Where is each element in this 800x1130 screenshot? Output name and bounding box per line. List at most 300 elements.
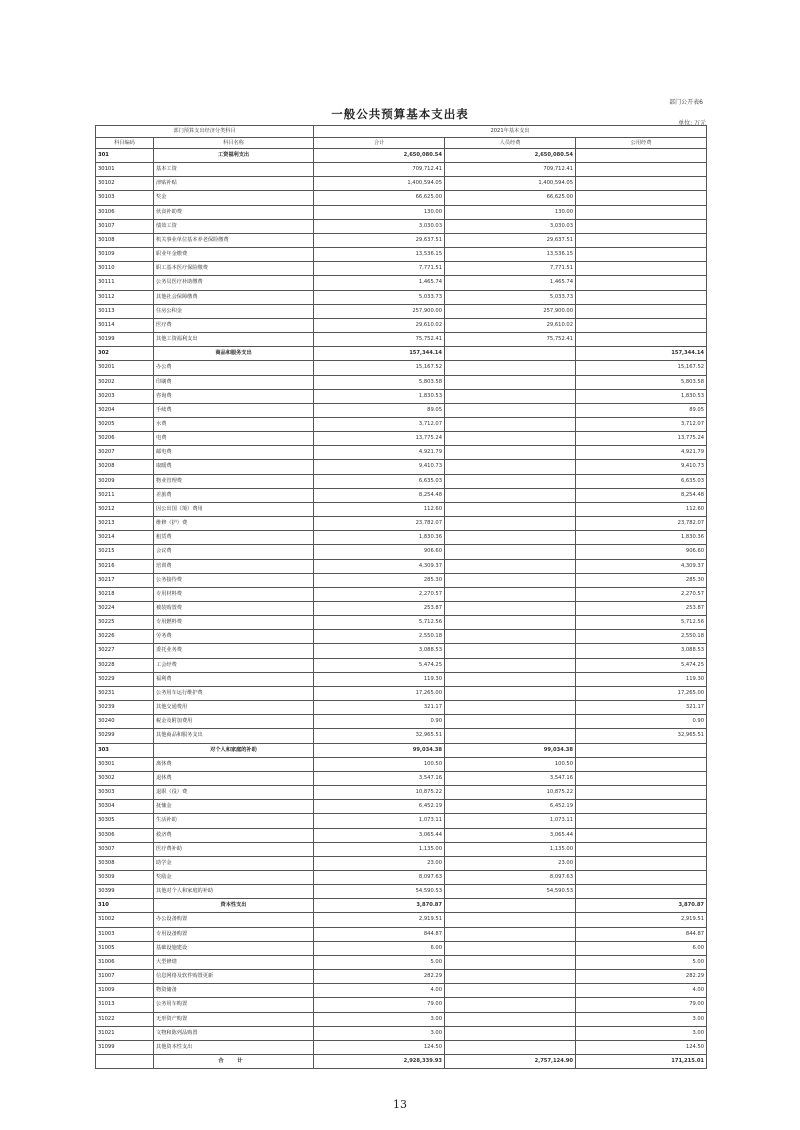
row-code: 30211 [96, 488, 154, 502]
table-row [96, 644, 707, 658]
row-personnel [445, 432, 576, 446]
row-name: 生活补助 [154, 814, 314, 828]
table-row [96, 814, 707, 828]
category-row [96, 347, 707, 361]
category-row [96, 899, 707, 913]
row-total: 2,270.57 [314, 587, 445, 601]
row-code: 30231 [96, 686, 154, 700]
row-name: 救济费 [154, 828, 314, 842]
table-row [96, 955, 707, 969]
row-code: 30112 [96, 290, 154, 304]
table-row [96, 602, 707, 616]
row-name: 退职（役）费 [154, 786, 314, 800]
table-row [96, 474, 707, 488]
page-title: 一般公共预算基本支出表 [331, 107, 469, 121]
row-code: 30103 [96, 191, 154, 205]
row-personnel: 130.00 [445, 205, 576, 219]
sum-code [96, 1055, 154, 1069]
row-code: 30109 [96, 248, 154, 262]
table-row [96, 856, 707, 870]
row-public [576, 290, 707, 304]
row-total: 66,625.00 [314, 191, 445, 205]
row-public: 321.17 [576, 701, 707, 715]
row-public: 4,921.79 [576, 446, 707, 460]
row-personnel [445, 545, 576, 559]
row-personnel [445, 955, 576, 969]
row-name: 机关事业单位基本养老保险缴费 [154, 233, 314, 247]
table-row [96, 587, 707, 601]
row-name: 邮电费 [154, 446, 314, 460]
row-public [576, 333, 707, 347]
table-row [96, 573, 707, 587]
row-public [576, 163, 707, 177]
table-row [96, 913, 707, 927]
row-name: 因公出国（境）费用 [154, 502, 314, 516]
row-public [576, 842, 707, 856]
row-total: 3,030.03 [314, 219, 445, 233]
table-row [96, 205, 707, 219]
row-public: 9,410.73 [576, 460, 707, 474]
row-code: 31002 [96, 913, 154, 927]
row-code: 31005 [96, 941, 154, 955]
row-public: 3.00 [576, 1026, 707, 1040]
row-name: 资本性支出 [154, 899, 314, 913]
row-code: 30206 [96, 432, 154, 446]
row-public: 119.30 [576, 672, 707, 686]
row-total: 79.00 [314, 998, 445, 1012]
row-personnel: 6,452.19 [445, 800, 576, 814]
row-total: 2,550.18 [314, 630, 445, 644]
row-code: 30199 [96, 333, 154, 347]
row-personnel [445, 927, 576, 941]
row-code: 30399 [96, 885, 154, 899]
row-code: 30229 [96, 672, 154, 686]
row-name: 手续费 [154, 403, 314, 417]
row-personnel [445, 403, 576, 417]
row-total: 253.87 [314, 602, 445, 616]
row-name: 福利费 [154, 672, 314, 686]
row-personnel: 257,900.00 [445, 304, 576, 318]
row-personnel: 709,712.41 [445, 163, 576, 177]
row-code: 30107 [96, 219, 154, 233]
row-public [576, 233, 707, 247]
row-total: 29,637.51 [314, 233, 445, 247]
table-row [96, 1040, 707, 1054]
row-code: 30218 [96, 587, 154, 601]
row-public: 15,167.52 [576, 361, 707, 375]
row-code: 30309 [96, 870, 154, 884]
row-name: 电费 [154, 432, 314, 446]
row-personnel [445, 602, 576, 616]
row-total: 285.30 [314, 573, 445, 587]
table-row [96, 233, 707, 247]
row-personnel [445, 361, 576, 375]
table-row [96, 417, 707, 431]
row-name: 取暖费 [154, 460, 314, 474]
row-total: 5,712.56 [314, 616, 445, 630]
row-name: 物业管理费 [154, 474, 314, 488]
row-name: 对个人和家庭的补助 [154, 743, 314, 757]
row-public: 3,712.07 [576, 417, 707, 431]
unit-label: 单位: 万元 [678, 120, 706, 127]
table-row [96, 361, 707, 375]
table-row [96, 403, 707, 417]
row-name: 专用材料费 [154, 587, 314, 601]
row-personnel: 13,536.15 [445, 248, 576, 262]
row-total: 89.05 [314, 403, 445, 417]
category-row [96, 149, 707, 163]
row-name: 办公设备购置 [154, 913, 314, 927]
header-total: 合计 [314, 137, 445, 149]
row-name: 公务用车运行维护费 [154, 686, 314, 700]
row-name: 会议费 [154, 545, 314, 559]
table-row [96, 488, 707, 502]
row-name: 物资储备 [154, 984, 314, 998]
row-name: 津贴补贴 [154, 177, 314, 191]
table-row [96, 389, 707, 403]
table-row [96, 375, 707, 389]
row-total: 2,919.51 [314, 913, 445, 927]
row-code: 30203 [96, 389, 154, 403]
table-row [96, 191, 707, 205]
row-total: 257,900.00 [314, 304, 445, 318]
row-code: 30303 [96, 786, 154, 800]
row-public: 13,775.24 [576, 432, 707, 446]
row-name: 其他商品和服务支出 [154, 729, 314, 743]
row-personnel [445, 1040, 576, 1054]
row-public: 282.29 [576, 970, 707, 984]
row-name: 助学金 [154, 856, 314, 870]
table-row [96, 757, 707, 771]
row-name: 抚恤金 [154, 800, 314, 814]
page-number: 13 [393, 1098, 407, 1111]
row-name: 培训费 [154, 559, 314, 573]
row-name: 维修（护）费 [154, 517, 314, 531]
row-code: 303 [96, 743, 154, 757]
row-code: 30305 [96, 814, 154, 828]
row-code: 30302 [96, 771, 154, 785]
header-public: 公用经费 [576, 137, 707, 149]
row-code: 30225 [96, 616, 154, 630]
row-code: 301 [96, 149, 154, 163]
row-public: 2,550.18 [576, 630, 707, 644]
row-code: 31003 [96, 927, 154, 941]
row-personnel: 7,771.51 [445, 262, 576, 276]
table-row [96, 333, 707, 347]
row-name: 其他对个人和家庭的补助 [154, 885, 314, 899]
row-total: 119.30 [314, 672, 445, 686]
table-row [96, 941, 707, 955]
row-total: 321.17 [314, 701, 445, 715]
row-personnel: 1,073.11 [445, 814, 576, 828]
row-name: 公务用车购置 [154, 998, 314, 1012]
row-public: 0.90 [576, 715, 707, 729]
row-name: 基本工资 [154, 163, 314, 177]
row-name: 印刷费 [154, 375, 314, 389]
row-personnel: 29,637.51 [445, 233, 576, 247]
row-personnel [445, 658, 576, 672]
row-public: 5,712.56 [576, 616, 707, 630]
row-code: 30228 [96, 658, 154, 672]
row-public: 6,635.03 [576, 474, 707, 488]
row-total: 5,474.25 [314, 658, 445, 672]
table-row [96, 998, 707, 1012]
row-name: 奖励金 [154, 870, 314, 884]
row-personnel: 75,752.41 [445, 333, 576, 347]
row-total: 8,097.63 [314, 870, 445, 884]
row-personnel [445, 531, 576, 545]
table-row [96, 701, 707, 715]
table-row [96, 276, 707, 290]
row-total: 6,635.03 [314, 474, 445, 488]
row-total: 7,771.51 [314, 262, 445, 276]
table-row [96, 531, 707, 545]
row-code: 30201 [96, 361, 154, 375]
row-public [576, 149, 707, 163]
row-code: 30114 [96, 318, 154, 332]
row-public: 4.00 [576, 984, 707, 998]
row-total: 709,712.41 [314, 163, 445, 177]
row-public [576, 177, 707, 191]
row-public: 6.00 [576, 941, 707, 955]
sum-total: 2,928,339.93 [314, 1055, 445, 1069]
row-code: 30202 [96, 375, 154, 389]
row-total: 3.00 [314, 1012, 445, 1026]
row-public: 1,830.53 [576, 389, 707, 403]
row-public [576, 262, 707, 276]
table-row [96, 715, 707, 729]
row-total: 157,344.14 [314, 347, 445, 361]
table-row [96, 970, 707, 984]
row-total: 1,465.74 [314, 276, 445, 290]
row-personnel: 3,030.03 [445, 219, 576, 233]
table-row [96, 318, 707, 332]
budget-table [95, 125, 707, 1069]
row-public [576, 248, 707, 262]
row-personnel [445, 970, 576, 984]
sum-public: 171,215.01 [576, 1055, 707, 1069]
row-total: 844.87 [314, 927, 445, 941]
row-personnel: 1,400,594.05 [445, 177, 576, 191]
row-public: 285.30 [576, 573, 707, 587]
table-row [96, 163, 707, 177]
row-public: 8,254.48 [576, 488, 707, 502]
row-personnel [445, 417, 576, 431]
row-code: 31013 [96, 998, 154, 1012]
table-row [96, 248, 707, 262]
row-total: 32,965.51 [314, 729, 445, 743]
row-public: 79.00 [576, 998, 707, 1012]
table-row [96, 885, 707, 899]
row-personnel [445, 347, 576, 361]
row-code: 30207 [96, 446, 154, 460]
row-total: 13,536.15 [314, 248, 445, 262]
row-personnel [445, 899, 576, 913]
table-row [96, 559, 707, 573]
row-name: 委托业务费 [154, 644, 314, 658]
row-public: 906.60 [576, 545, 707, 559]
row-personnel [445, 446, 576, 460]
row-code: 30209 [96, 474, 154, 488]
row-code: 30227 [96, 644, 154, 658]
row-name: 工会经费 [154, 658, 314, 672]
table-row [96, 1012, 707, 1026]
table-body [96, 149, 707, 1055]
row-total: 10,875.22 [314, 786, 445, 800]
row-name: 公务员医疗补助缴费 [154, 276, 314, 290]
row-name: 退休费 [154, 771, 314, 785]
table-row [96, 870, 707, 884]
row-code: 30240 [96, 715, 154, 729]
row-name: 水费 [154, 417, 314, 431]
row-personnel [445, 729, 576, 743]
table-row [96, 219, 707, 233]
row-code: 31007 [96, 970, 154, 984]
row-code: 30226 [96, 630, 154, 644]
row-total: 3,547.16 [314, 771, 445, 785]
row-personnel [445, 587, 576, 601]
row-name: 无形资产购置 [154, 1012, 314, 1026]
header-code: 科目编码 [96, 137, 154, 149]
row-code: 31009 [96, 984, 154, 998]
row-public [576, 800, 707, 814]
row-code: 31021 [96, 1026, 154, 1040]
row-total: 124.50 [314, 1040, 445, 1054]
row-code: 30214 [96, 531, 154, 545]
row-name: 职工基本医疗保险缴费 [154, 262, 314, 276]
row-name: 其他社会保障缴费 [154, 290, 314, 304]
table-row [96, 686, 707, 700]
row-total: 6.00 [314, 941, 445, 955]
header-name: 科目名称 [154, 137, 314, 149]
row-total: 2,650,080.54 [314, 149, 445, 163]
row-personnel: 66,625.00 [445, 191, 576, 205]
sum-personnel: 2,757,124.90 [445, 1055, 576, 1069]
row-public: 112.60 [576, 502, 707, 516]
row-total: 5,803.58 [314, 375, 445, 389]
row-total: 1,830.36 [314, 531, 445, 545]
row-total: 23.00 [314, 856, 445, 870]
row-personnel [445, 389, 576, 403]
row-personnel [445, 375, 576, 389]
row-total: 17,265.00 [314, 686, 445, 700]
row-personnel [445, 686, 576, 700]
row-code: 30301 [96, 757, 154, 771]
row-public: 124.50 [576, 1040, 707, 1054]
row-name: 奖金 [154, 191, 314, 205]
row-code: 30224 [96, 602, 154, 616]
row-personnel [445, 517, 576, 531]
row-personnel: 29,610.02 [445, 318, 576, 332]
row-public: 3,088.53 [576, 644, 707, 658]
row-code: 30110 [96, 262, 154, 276]
row-name: 离休费 [154, 757, 314, 771]
sum-label: 合 计 [154, 1055, 314, 1069]
row-total: 5.00 [314, 955, 445, 969]
row-personnel: 2,650,080.54 [445, 149, 576, 163]
row-name: 其他交通费用 [154, 701, 314, 715]
row-public [576, 219, 707, 233]
row-total: 3,712.07 [314, 417, 445, 431]
row-code: 30213 [96, 517, 154, 531]
row-personnel: 1,135.00 [445, 842, 576, 856]
row-personnel: 54,590.53 [445, 885, 576, 899]
row-public [576, 828, 707, 842]
row-personnel [445, 474, 576, 488]
table-number-label: 部门公开表6 [669, 99, 703, 106]
row-personnel [445, 460, 576, 474]
row-total: 6,452.19 [314, 800, 445, 814]
row-total: 5,033.73 [314, 290, 445, 304]
row-total: 0.90 [314, 715, 445, 729]
row-public: 4,309.37 [576, 559, 707, 573]
row-public: 1,830.36 [576, 531, 707, 545]
table-row [96, 262, 707, 276]
row-public: 17,265.00 [576, 686, 707, 700]
row-personnel [445, 644, 576, 658]
row-total: 1,135.00 [314, 842, 445, 856]
row-total: 3,870.87 [314, 899, 445, 913]
row-name: 医疗费补助 [154, 842, 314, 856]
row-personnel [445, 715, 576, 729]
row-name: 信息网络及软件购置更新 [154, 970, 314, 984]
row-public: 2,270.57 [576, 587, 707, 601]
row-code: 31099 [96, 1040, 154, 1054]
row-code: 30205 [96, 417, 154, 431]
row-code: 30308 [96, 856, 154, 870]
row-personnel [445, 701, 576, 715]
header-group-classification: 部门预算支出经济分类科目 [96, 126, 314, 138]
row-personnel [445, 998, 576, 1012]
table-row [96, 616, 707, 630]
row-code: 31006 [96, 955, 154, 969]
row-code: 30306 [96, 828, 154, 842]
row-name: 绩效工资 [154, 219, 314, 233]
row-total: 4,309.37 [314, 559, 445, 573]
table-row [96, 290, 707, 304]
row-public: 3.00 [576, 1012, 707, 1026]
sum-row [96, 1055, 707, 1069]
row-name: 税金及附加费用 [154, 715, 314, 729]
row-public [576, 786, 707, 800]
row-code: 30208 [96, 460, 154, 474]
table-row [96, 545, 707, 559]
table-row [96, 771, 707, 785]
row-personnel: 23.00 [445, 856, 576, 870]
row-public: 157,344.14 [576, 347, 707, 361]
row-name: 文物和陈列品购置 [154, 1026, 314, 1040]
row-name: 其他工资福利支出 [154, 333, 314, 347]
row-personnel: 100.50 [445, 757, 576, 771]
row-personnel [445, 913, 576, 927]
row-code: 30102 [96, 177, 154, 191]
row-name: 基础设施建设 [154, 941, 314, 955]
table-row [96, 517, 707, 531]
row-personnel [445, 984, 576, 998]
row-public [576, 318, 707, 332]
row-code: 30101 [96, 163, 154, 177]
row-total: 112.60 [314, 502, 445, 516]
table-row [96, 786, 707, 800]
row-public [576, 870, 707, 884]
row-code: 30307 [96, 842, 154, 856]
table-row [96, 729, 707, 743]
row-code: 30239 [96, 701, 154, 715]
row-code: 310 [96, 899, 154, 913]
table-row [96, 630, 707, 644]
row-total: 54,590.53 [314, 885, 445, 899]
row-total: 4.00 [314, 984, 445, 998]
